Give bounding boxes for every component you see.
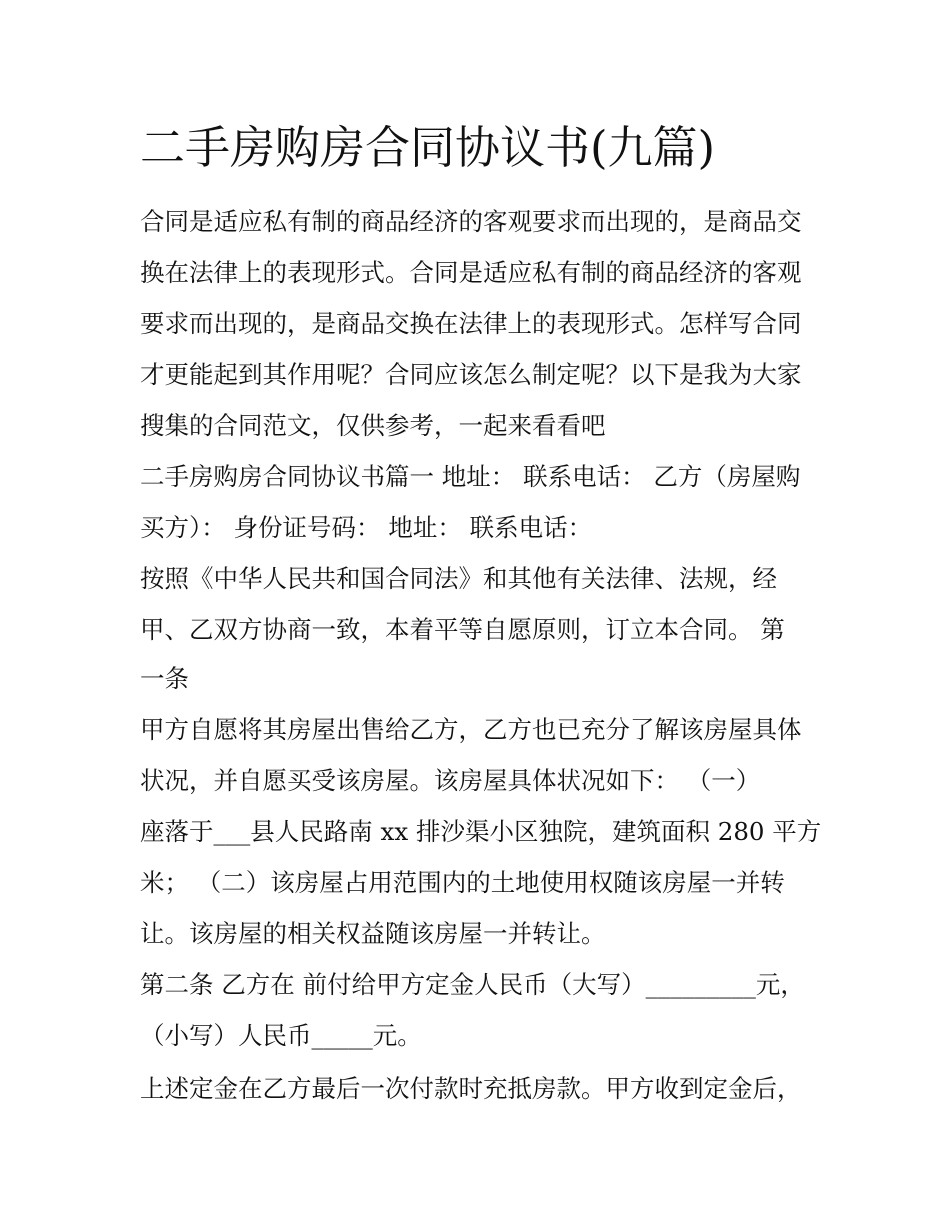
body-line: 换在法律上的表现形式。合同是适应私有制的商品经济的客观	[140, 258, 802, 287]
body-line: 让。该房屋的相关权益随该房屋一并转让。	[140, 919, 606, 948]
body-line: 二手房购房合同协议书篇一 地址： 联系电话： 乙方（房屋购	[140, 462, 801, 491]
body-line: 按照《中华人民共和国合同法》和其他有关法律、法规，经	[140, 564, 777, 593]
body-line: 座落于___县人民路南 xx 排沙渠小区独院，建筑面积 280 平方	[140, 817, 822, 846]
body-line: 上述定金在乙方最后一次付款时充抵房款。甲方收到定金后，	[140, 1074, 802, 1103]
body-line: 一条	[140, 664, 189, 693]
body-line: 甲、乙双方协商一致，本着平等自愿原则，订立本合同。 第	[140, 615, 785, 644]
body-line: 第二条 乙方在 前付给甲方定金人民币（大写）_________元，	[140, 970, 805, 999]
document-title: 二手房购房合同协议书(九篇)	[140, 121, 716, 174]
body-line: 搜集的合同范文，仅供参考，一起来看看吧	[140, 411, 606, 440]
body-line: 才更能起到其作用呢？合同应该怎么制定呢？以下是我为大家	[140, 360, 802, 389]
body-line: 买方）： 身份证号码： 地址： 联系电话：	[140, 513, 593, 542]
body-line: （小写）人民币_____元。	[140, 1021, 422, 1050]
body-line: 米； （二）该房屋占用范围内的土地使用权随该房屋一并转	[140, 868, 785, 897]
body-line: 要求而出现的，是商品交换在法律上的表现形式。怎样写合同	[140, 309, 802, 338]
body-line: 合同是适应私有制的商品经济的客观要求而出现的，是商品交	[140, 207, 802, 236]
body-line: 状况，并自愿买受该房屋。该房屋具体状况如下： （一）	[140, 766, 761, 795]
body-line: 甲方自愿将其房屋出售给乙方，乙方也已充分了解该房屋具体	[140, 715, 802, 744]
